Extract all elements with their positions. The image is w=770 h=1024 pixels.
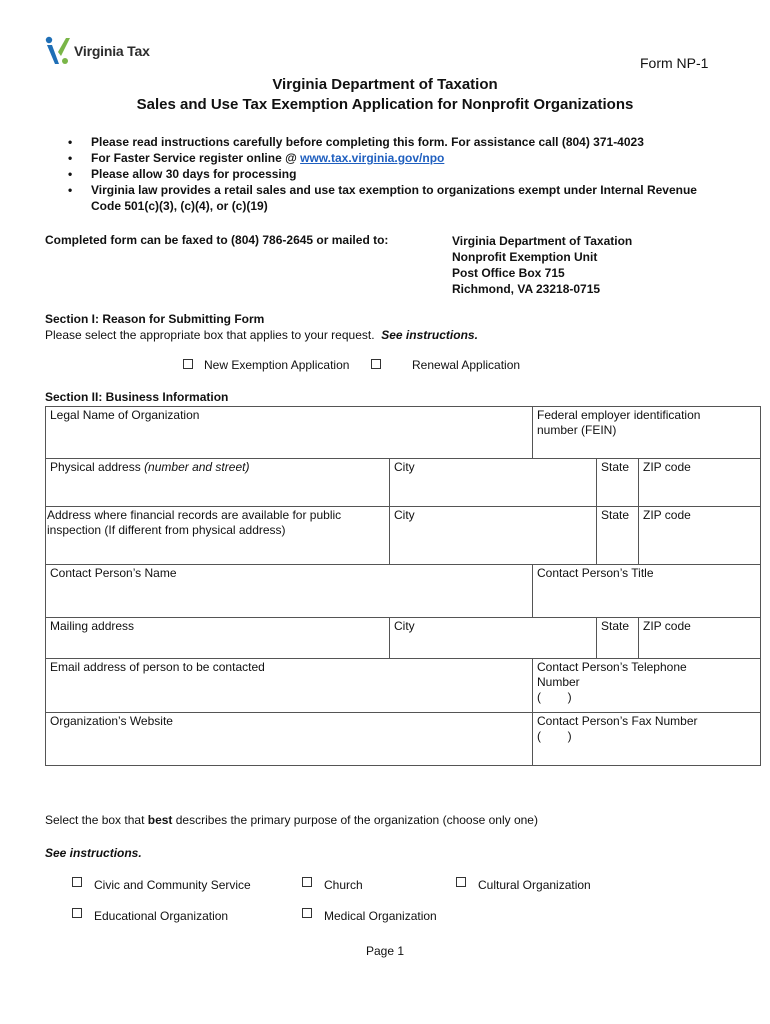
renewal-label: Renewal Application (412, 358, 521, 372)
section1-heading: Section I: Reason for Submitting Form (45, 312, 265, 326)
npo-link[interactable]: www.tax.virginia.gov/npo (300, 151, 445, 165)
page-title: Virginia Department of Taxation (272, 76, 498, 93)
records-state-field[interactable]: State (596, 506, 638, 564)
logo-text: Virginia Tax (74, 43, 150, 59)
instructions-list (68, 134, 738, 214)
purpose-option-educational[interactable]: Educational Organization (72, 909, 228, 923)
purpose-option-civic[interactable]: Civic and Community Service (72, 878, 251, 892)
purpose-see-instructions: See instructions. (45, 846, 142, 860)
mail-lead: Completed form can be faxed to (804) 786-2645 or mailed to: (45, 233, 389, 247)
mailing-address-block: Virginia Department of Taxation Nonprofit Exemption Unit Post Office Box 715 Richmond, VA 23218-0715 (452, 234, 633, 296)
records-zip-field[interactable]: ZIP code (638, 506, 761, 564)
mailing-zip-field[interactable]: ZIP code (638, 617, 761, 658)
checkbox[interactable] (302, 908, 312, 918)
new-exemption-label: New Exemption Application (204, 358, 350, 372)
mailing-city-field[interactable]: City (389, 617, 596, 658)
mailing-state-field[interactable]: State (596, 617, 638, 658)
list-item: • Virginia law provides a retail sales and use tax exemption to organizations exempt under Internal Revenue Code 501(c)(3), (c)(4), or (c)(19) (68, 183, 697, 213)
checkbox[interactable] (72, 877, 82, 887)
checkbox[interactable] (302, 877, 312, 887)
business-info-table (45, 406, 761, 766)
list-item: • Please read instructions carefully before completing this form. For assistance call (804) 371-4023 (68, 135, 644, 149)
physical-zip-field[interactable]: ZIP code (638, 458, 761, 506)
contact-name-field[interactable]: Contact Person’s Name (45, 564, 532, 617)
purpose-instruction: Select the box that best describes the primary purpose of the organization (choose only one) (45, 813, 538, 827)
renewal-checkbox[interactable] (371, 356, 381, 370)
list-item: • For Faster Service register online @ www.tax.virginia.gov/npo (68, 151, 445, 165)
page-number: Page 1 (365, 944, 405, 958)
page-subtitle: Sales and Use Tax Exemption Application for Nonprofit Organizations (136, 96, 634, 113)
physical-address-field[interactable]: Physical address (number and street) (45, 458, 389, 506)
telephone-field[interactable]: Contact Person’s Telephone Number ( ) (532, 658, 761, 712)
records-city-field[interactable]: City (389, 506, 596, 564)
physical-city-field[interactable]: City (389, 458, 596, 506)
website-field[interactable]: Organization’s Website (45, 712, 532, 766)
fax-field[interactable]: Contact Person’s Fax Number ( ) (532, 712, 761, 766)
virginia-tax-logo (44, 34, 150, 68)
list-item: • Please allow 30 days for processing (68, 167, 297, 181)
records-address-field[interactable]: Address where financial records are available for public inspection (If different from physical address) (45, 506, 389, 564)
email-field[interactable]: Email address of person to be contacted (45, 658, 532, 712)
section2-heading: Section II: Business Information (45, 390, 229, 404)
virginia-tax-logo-icon (44, 34, 72, 68)
purpose-option-cultural[interactable]: Cultural Organization (456, 878, 591, 892)
checkbox[interactable] (72, 908, 82, 918)
contact-title-field[interactable]: Contact Person’s Title (532, 564, 761, 617)
checkbox[interactable] (456, 877, 466, 887)
mailing-address-field[interactable]: Mailing address (45, 617, 389, 658)
fein-field[interactable]: Federal employer identification number (FEIN) (532, 406, 761, 458)
purpose-option-church[interactable]: Church (302, 878, 363, 892)
new-exemption-checkbox[interactable] (183, 356, 193, 370)
form-id: Form NP-1 (640, 55, 709, 71)
physical-state-field[interactable]: State (596, 458, 638, 506)
section1-instruction: Please select the appropriate box that applies to your request. See instructions. (45, 328, 478, 342)
purpose-option-medical[interactable]: Medical Organization (302, 909, 437, 923)
legal-name-field[interactable]: Legal Name of Organization (45, 406, 532, 458)
